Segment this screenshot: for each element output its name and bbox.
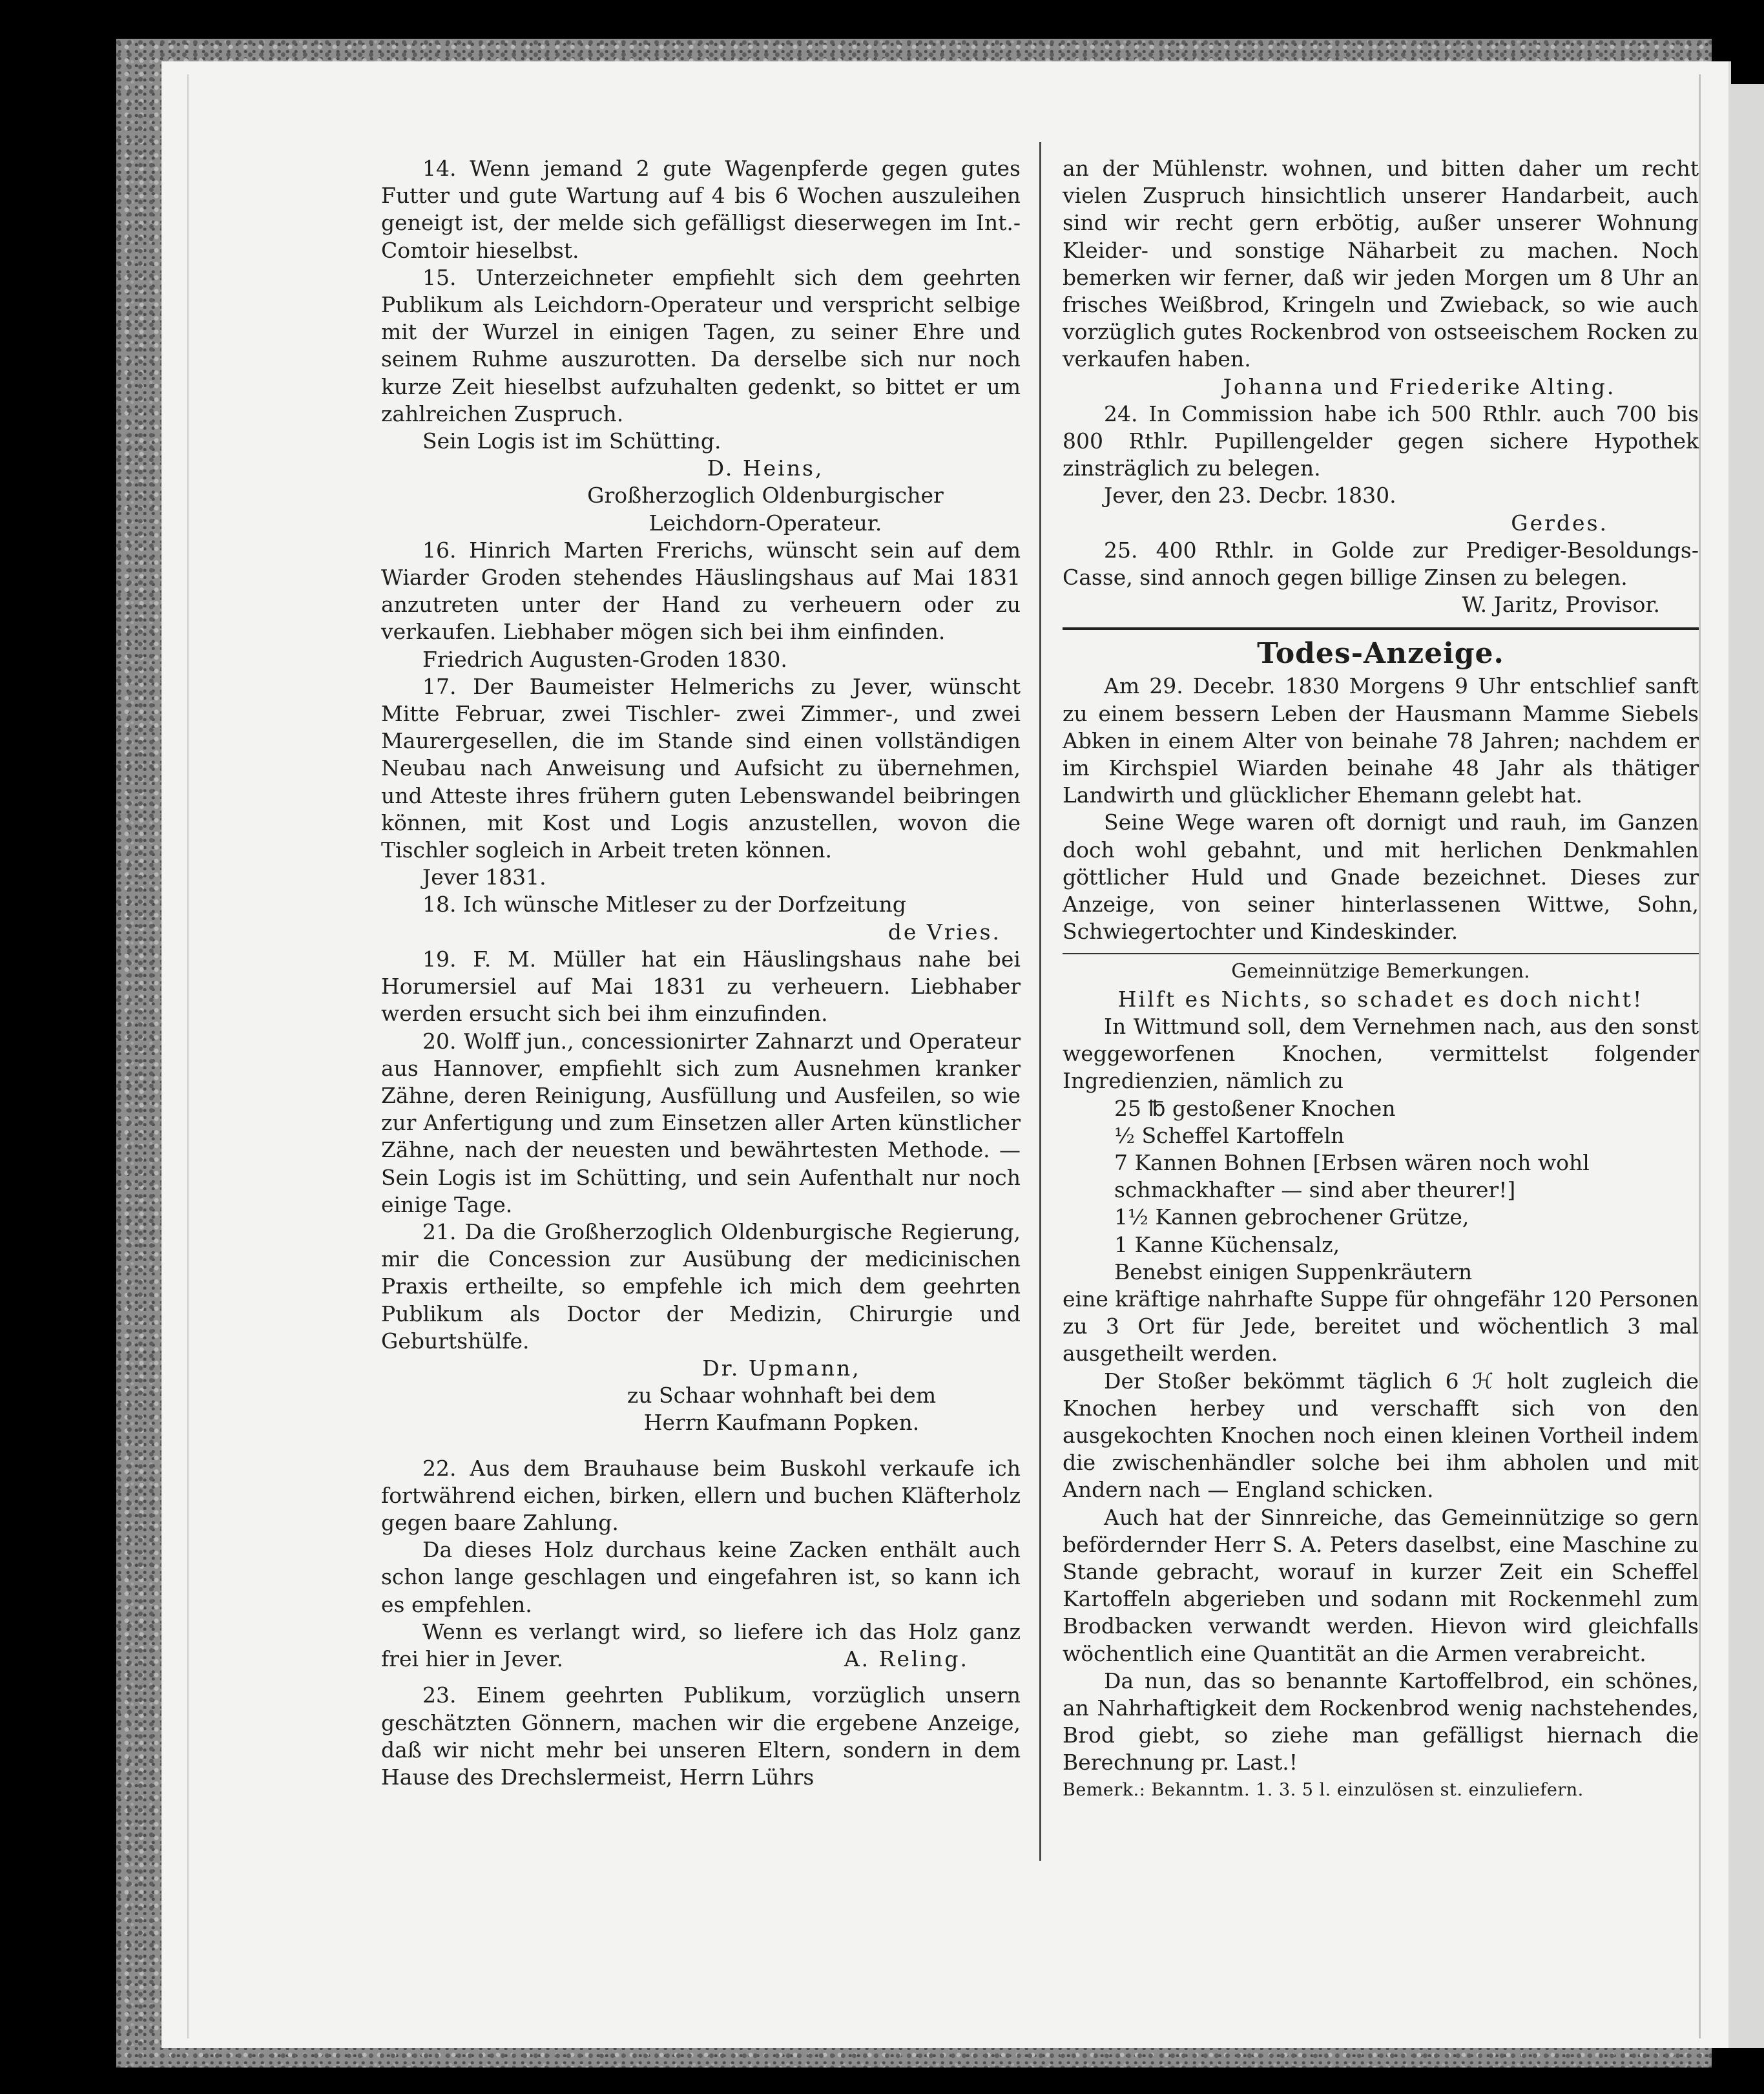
recipe-item: 7 Kannen Bohnen [Erbsen wären noch wohl schmackhafter — sind aber theurer!]	[1114, 1149, 1590, 1203]
remarks-p3: Der Stoßer bekömmt täglich 6 ℋ holt zugleich die Knochen herbey und verschafft sich von den ausgekochten Knochen noch einen kleinen Vortheil indem die zwischenhändler solche bei ihm abholen und mit Andern nach — England schicken.	[1063, 1368, 1699, 1503]
ad-15-role: Leichdorn-Operateur.	[649, 510, 882, 536]
page-edge	[1731, 84, 1764, 2048]
ad-23: 23. Einem geehrten Publikum, vorzüglich unsern geschätzten Gönnern, machen wir die ergebene Anzeige, daß wir nicht mehr bei unseren Eltern, sondern in dem Hause des Drechslermeist, Herrn Lührs	[381, 1682, 1021, 1790]
death-notice-p1: Am 29. Decebr. 1830 Morgens 9 Uhr entschlief sanft zu einem bessern Leben der Hausmann Mamme Siebels Abken in einem Alter von beinahe 78 Jahren; nachdem er im Kirchspiel Wiarden beinahe 48 Jahr als thätiger Landwirth und glücklicher Ehemann gelebt hat.	[1063, 673, 1699, 808]
remarks-motto: Hilft es Nichts, so schadet es doch nicht!	[1117, 986, 1644, 1012]
ad-23-signature: Johanna und Friederike Alting.	[1223, 373, 1616, 399]
ad-22: 22. Aus dem Brauhause beim Buskohl verkaufe ich fortwährend eichen, birken, ellern und buchen Kläfterholz gegen baare Zahlung.	[381, 1455, 1021, 1535]
ad-25-signature: W. Jaritz, Provisor.	[1462, 592, 1660, 618]
ad-21: 21. Da die Großherzoglich Oldenburgische Regierung, mir die Concession zur Ausübung der medicinischen Praxis ertheilte, so empfehle ich mich dem geehrten Publikum als Doctor der Medizin, Chirurgie und Geburtshülfe.	[381, 1219, 1021, 1354]
ad-21-address-2: Herrn Kaufmann Popken.	[643, 1410, 920, 1436]
ad-21-address: zu Schaar wohnhaft bei dem	[627, 1383, 937, 1408]
remarks-p2: eine kräftige nahrhafte Suppe für ohngefähr 120 Personen zu 3 Ort für Jede, bereitet und wöchentlich 3 mal ausgetheilt werden.	[1063, 1286, 1699, 1366]
ad-21-signature: Dr. Upmann,	[702, 1355, 861, 1381]
recipe-item: 1½ Kannen gebrochener Grütze,	[1114, 1204, 1469, 1230]
ad-15-logis: Sein Logis ist im Schütting.	[422, 428, 721, 454]
column-divider	[1039, 142, 1041, 1861]
ad-19: 19. F. M. Müller hat ein Häuslingshaus nahe bei Horumersiel auf Mai 1831 zu verheuern. Liebhaber werden ersucht sich bei ihm einzufinden.	[381, 946, 1021, 1027]
remarks-p1: In Wittmund soll, dem Vernehmen nach, aus den sonst weggeworfenen Knochen, vermittelst folgender Ingredienzien, nämlich zu	[1063, 1013, 1699, 1094]
recipe-item: 1 Kanne Küchensalz,	[1114, 1231, 1340, 1257]
ad-14: 14. Wenn jemand 2 gute Wagenpferde gegen gutes Futter und gute Wartung auf 4 bis 6 Wochen auszuleihen geneigt ist, der melde sich gefälligst dieserwegen im Int.-Comtoir hieselbst.	[381, 156, 1021, 263]
recipe-item: Benebst einigen Suppenkräutern	[1114, 1259, 1473, 1284]
ad-22-signature: A. Reling.	[844, 1646, 969, 1672]
ad-15: 15. Unterzeichneter empfiehlt sich dem geehrten Publikum als Leichdorn-Operateur und verspricht selbige mit der Wurzel in einigen Tagen, zu seiner Ehre und seinem Ruhme auszurotten. Da derselbe sich nur noch kurze Zeit hieselbst aufzuhalten gedenkt, so bittet er um zahlreichen Zuspruch.	[381, 264, 1021, 426]
ad-22-p3: Wenn es verlangt wird, so liefere ich das Holz ganz frei hier in Jever.	[381, 1618, 1021, 1671]
ad-25: 25. 400 Rthlr. in Golde zur Prediger-Besoldungs-Casse, sind annoch gegen billige Zinsen zu belegen.	[1063, 537, 1699, 591]
footnote: Bemerk.: Bekanntm. 1. 3. 5 l. einzulösen st. einzuliefern.	[1063, 1779, 1584, 1800]
ad-15-signature: D. Heins,	[707, 455, 824, 481]
recipe-item: 25 ℔ gestoßener Knochen	[1114, 1095, 1396, 1121]
ad-18: 18. Ich wünsche Mitleser zu der Dorfzeitung	[422, 892, 906, 917]
ad-23-continued: an der Mühlenstr. wohnen, und bitten daher um recht vielen Zuspruch hinsichtlich unserer Handarbeit, auch sind wir recht gern erbötig, außer unserer Wohnung Kleider- und sonstige Näharbeit zu machen. Noch bemerken wir ferner, daß wir jeden Morgen um 8 Uhr an frisches Weißbrod, Kringeln und Zwieback, so wie auch vorzüglich gutes Rockenbrod von ostseeischem Rocken zu verkaufen haben.	[1063, 156, 1699, 372]
section-rule-thin	[1063, 953, 1699, 954]
recipe-list	[1063, 1095, 1699, 1286]
ad-24-signature: Gerdes.	[1511, 510, 1608, 536]
recipe-item: ½ Scheffel Kartoffeln	[1114, 1122, 1345, 1148]
ad-16: 16. Hinrich Marten Frerichs, wünscht sein auf dem Wiarder Groden stehendes Häuslingshaus auf Mai 1831 anzutreten unter der Hand zu verheuern oder zu verkaufen. Liebhaber mögen sich bei ihm einfinden.	[381, 537, 1021, 645]
left-column	[381, 155, 1021, 1791]
ad-24: 24. In Commission habe ich 500 Rthlr. auch 700 bis 800 Rthlr. Pupillengelder gegen sichere Hypothek zinsträglich zu belegen.	[1063, 401, 1699, 481]
remarks-title: Gemeinnützige Bemerkungen.	[1231, 960, 1530, 983]
ad-15-title: Großherzoglich Oldenburgischer	[587, 483, 944, 508]
remarks-p4: Auch hat der Sinnreiche, das Gemeinnützige so gern befördernder Herr S. A. Peters daselbst, eine Maschine zu Stande gebracht, worauf in kurzer Zeit ein Scheffel Kartoffeln abgerieben und sodann mit Rockenmehl zum Brodbacken verwandt werden. Hievon wird gleichfalls wöchentlich eine Quantität an die Armen verabreicht.	[1063, 1504, 1699, 1666]
right-column	[1063, 155, 1699, 1804]
ad-24-place: Jever, den 23. Decbr. 1830.	[1104, 483, 1396, 508]
ad-22-p2: Da dieses Holz durchaus keine Zacken enthält auch schon lange geschlagen und eingefahren ist, so kann ich es empfehlen.	[381, 1537, 1021, 1617]
remarks-p5: Da nun, das so benannte Kartoffelbrod, ein schönes, an Nahrhaftigkeit dem Rockenbrod wenig nachstehendes, Brod giebt, so ziehe man gefälligst hiernach die Berechnung pr. Last.!	[1063, 1668, 1699, 1775]
death-notice-p2: Seine Wege waren oft dornigt und rauh, im Ganzen doch wohl gebahnt, und mit herlichen Denkmahlen göttlicher Huld und Gnade bezeichnet. Dieses zur Anzeige, von seiner hinterlassenen Wittwe, Sohn, Schwiegertochter und Kindeskinder.	[1063, 810, 1699, 945]
ad-20: 20. Wolff jun., concessionirter Zahnarzt und Operateur aus Hannover, empfiehlt sich zum Ausnehmen kranker Zähne, deren Reinigung, Ausfüllung und Ausfeilen, so wie zur Anfertigung und zum Einsetzen aller Arten künstlicher Zähne, nach der neuesten und bewährtesten Methode. — Sein Logis ist im Schütting, und sein Aufenthalt nur noch einige Tage.	[381, 1028, 1021, 1217]
ad-17: 17. Der Baumeister Helmerichs zu Jever, wünscht Mitte Februar, zwei Tischler- zwei Zimmer-, und zwei Maurergesellen, die im Stande sind einen vollständigen Neubau nach Anweisung und Aufsicht zu übernehmen, und Atteste ihres frühern guten Lebenswandel beibringen können, mit Kost und Logis anzustellen, wovon die Tischler sogleich in Arbeit treten können.	[381, 673, 1021, 863]
ad-16-place: Friedrich Augusten-Groden 1830.	[422, 646, 787, 672]
ad-18-signature: de Vries.	[887, 919, 1001, 945]
death-notice-title: Todes-Anzeige.	[1257, 637, 1504, 671]
ad-17-place: Jever 1831.	[422, 864, 546, 890]
section-rule	[1063, 627, 1699, 630]
